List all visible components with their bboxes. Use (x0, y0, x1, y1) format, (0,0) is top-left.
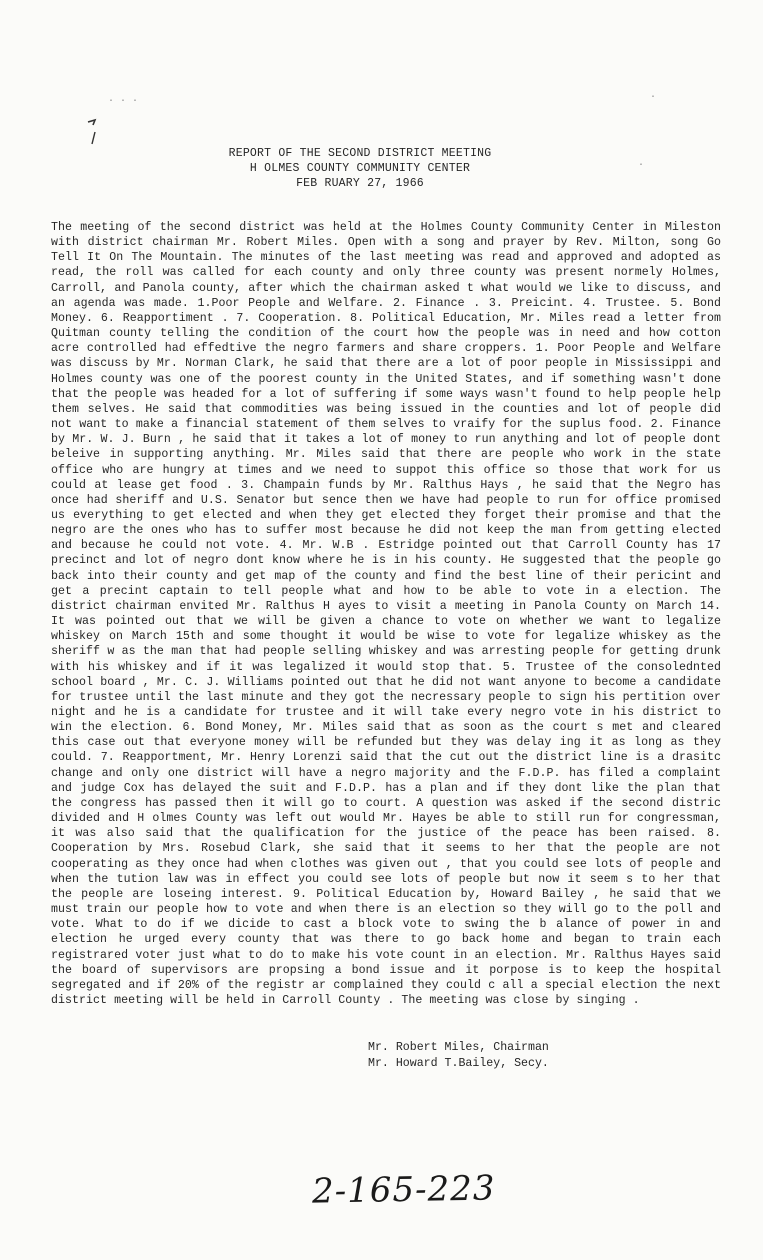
margin-mark (86, 118, 100, 152)
report-date: FEB RUARY 27, 1966 (296, 177, 424, 190)
meeting-minutes-body: The meeting of the second district was held at the Holmes County Community Center in Mileston with district chairman Mr. Robert Miles. Open with a song and prayer by Rev. Milton, song Go Tell It On The Mountain. The minutes of the last meeting was read and approved and adopted as read, the roll was called for each county and only three county was present normely Holmes, Carroll, and Panola county, after which the chairman asked t what would we like to discuss, and an agenda was made. 1.Poor People and Welfare. 2. Finance . 3. Preicint. 4. Trustee. 5. Bond Money. 6. Reapportiment . 7. Cooperation. 8. Political Education, Mr. Miles read a letter from Quitman county telling the condition of the court how the people was in need and how cotton acre controlled had effedtive the negro farmers and share croppers. 1. Poor People and Welfare was discuss by Mr. Norman Clark, he said that there are a lot of poor people in Mississippi and Holmes county was one of the poorest county in the United States, and if something wasn't done that the people was headed for a lot of suffering if some ways wasn't found to help people help them selves. He said that commodities was being issued in the counties and lot of people did not want to make a financial statement of them selves to vraify for the suplus food. 2. Finance by Mr. W. J. Burn , he said that it takes a lot of money to run anything and lot of people dont beleive in supporting anything. Mr. Miles said that there are people who work in the state office who are hungry at times and we need to suppot this office so those that work for us could at lease get food . 3. Champain funds by Mr. Ralthus Hays , he said that the Negro has once had sheriff and U.S. Senator but sence then we have had people to run for office promised us everything to get elected and when they get elected they forget their promise and that the negro are the ones who has to suffer most because he did not keep the man from getting elected and because he could not vote. 4. Mr. W.B . Estridge pointed out that Carroll County has 17 precinct and lot of negro dont know where he is in his county. He suggested that the people go back into their county and get map of the county and find the best line of their pericint and get a precint captain to tell people what and how to be able to vote in a election. The district chairman envited Mr. Ralthus H ayes to visit a meeting in Panola County on March 14. It was pointed out that we will be given a chance to vote on whether we want to legalize whiskey on March 15th and some thought it would be wise to vote for legalize whiskey as the sheriff w as the man that had people selling whiskey and was arresting people for getting drunk with his whiskey and if it was legalized it would stop that. 5. Trustee of the consolednted school board , Mr. C. J. Williams pointed out that he did not want anyone to become a candidate for trustee until the last minute and they got the necressary people to sign his pertition over night and he is a candidate for trustee and it will take every negro vote in his district to win the election. 6. Bond Money, Mr. Miles said that as soon as the court s met and cleared this case out that everyone money will be refunded but they was delay ing it as long as they could. 7. Reapportment, Mr. Henry Lorenzi said that the cut out the district line is a drasitc change and only one district will have a negro majority and the F.D.P. has filed a complaint and judge Cox has delayed the suit and F.D.P. has a plan and if they dont like the plan that the congress has passed then it will go to court. A question was asked if the second distric divided and H olmes County was left out would Mr. Hayes be able to still run for congressman, it was also said that the qualification for the justice of the peace has been raised. 8. Cooperation by Mrs. Rosebud Clark, she said that it seems to her that the people are not cooperating as they once had when clothes was given out , that you could see lots of people and when the tution law was in effect you could see lots of people but now it seem s to her that the people are loseing interest. 9. Political Education by, Howard Bailey , he said that we must train our people how to vote and when there is an election so they will go to the poll and vote. What to do if we dicide to cast a block vote to swing the b alance of power in and election he urged every county that was there to go back home and began to train each registrared voter just what to do to make his vote count in an election. Mr. Ralthus Hayes said the board of supervisors are propsing a bond issue and it porpose is to keep the hospital segregated and if 20% of the registr ar complained they could c all a special election the next district meeting will be held in Carroll County . The meeting was close by singing . (51, 221, 721, 1007)
scan-speck: · (650, 92, 657, 103)
scan-speck: · (638, 160, 645, 171)
secretary-signature: Mr. Howard T.Bailey, Secy. (368, 1057, 549, 1070)
chairman-signature: Mr. Robert Miles, Chairman (368, 1041, 549, 1054)
signature-block (368, 1040, 549, 1072)
scan-speck: · · · (108, 96, 139, 107)
handwritten-file-number: 2-165-223 (311, 1168, 496, 1212)
report-location: H OLMES COUNTY COMMUNITY CENTER (249, 162, 471, 175)
report-title: REPORT OF THE SECOND DISTRICT MEETING (228, 147, 492, 160)
report-header (200, 146, 520, 191)
